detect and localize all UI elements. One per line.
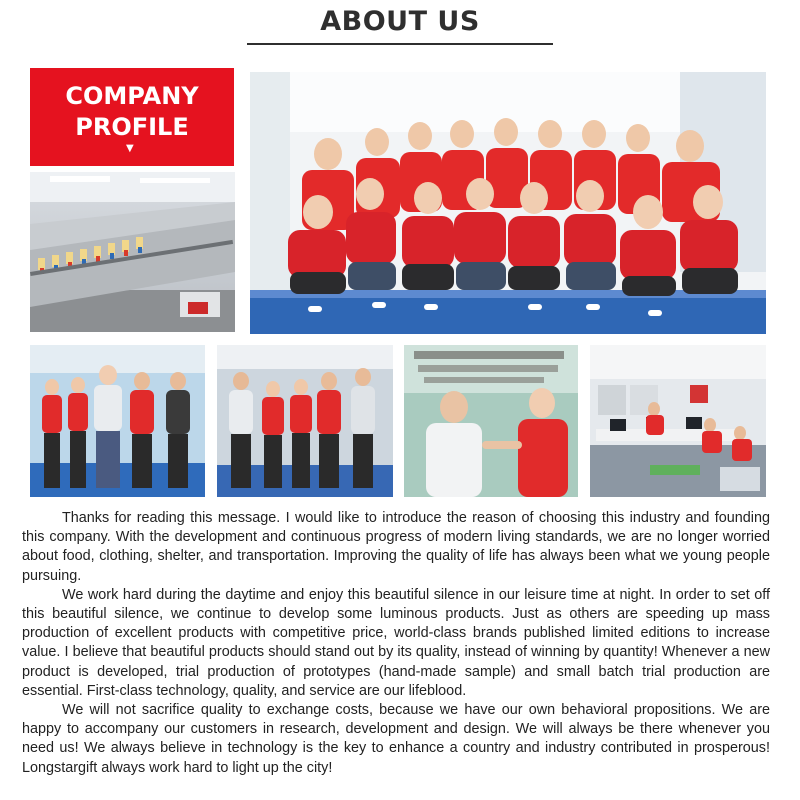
embroidery-machine-photo <box>30 172 235 332</box>
handshake-photo <box>404 345 578 497</box>
badge-line-1: COMPANY <box>65 82 199 110</box>
caret-down-icon: ▼ <box>126 143 134 154</box>
visitor-group-photo <box>30 345 205 497</box>
badge-line-2: PROFILE <box>75 113 189 141</box>
page-title: ABOUT US <box>320 6 480 37</box>
story-paragraph: Thanks for reading this message. I would like to introduce the reason of choosing this industry and founding this company. With the development and continuous progress of modern living standards, we are no longer worried about food, clothing, shelter, and transportation. Improving the quality of life has always been what we young people pursuing. <box>22 510 770 584</box>
company-story <box>22 509 770 778</box>
office-workstations-photo <box>590 345 766 497</box>
title-underline <box>247 43 553 45</box>
company-profile-badge <box>30 68 234 166</box>
story-paragraph: We work hard during the daytime and enjoy this beautiful silence in our leisure time at night. In order to set off this beautiful silence, we continue to develop some luminous products. Just as others are speeding up mass production of excellent products with competitive price, world-class brands published limited editions to increase value. I believe that beautiful products should stand out by its quality, instead of winning by quantity! Whenever a new product is developed, trial production of prototypes (hand-made sample) and small batch trial production are essential. First-class technology, quality, and service are our lifeblood. <box>22 586 770 699</box>
story-paragraph: We will not sacrifice quality to exchange costs, because we have our own behavioral propositions. We are happy to accompany our customers in research, development and design. We will always be there whenever you need us! We always believe in technology is the key to enhance a country and industry contributed in prosperous! Longstargift always work hard to light up the city! <box>22 702 770 776</box>
office-group-photo <box>217 345 393 497</box>
team-group-photo <box>250 72 766 334</box>
